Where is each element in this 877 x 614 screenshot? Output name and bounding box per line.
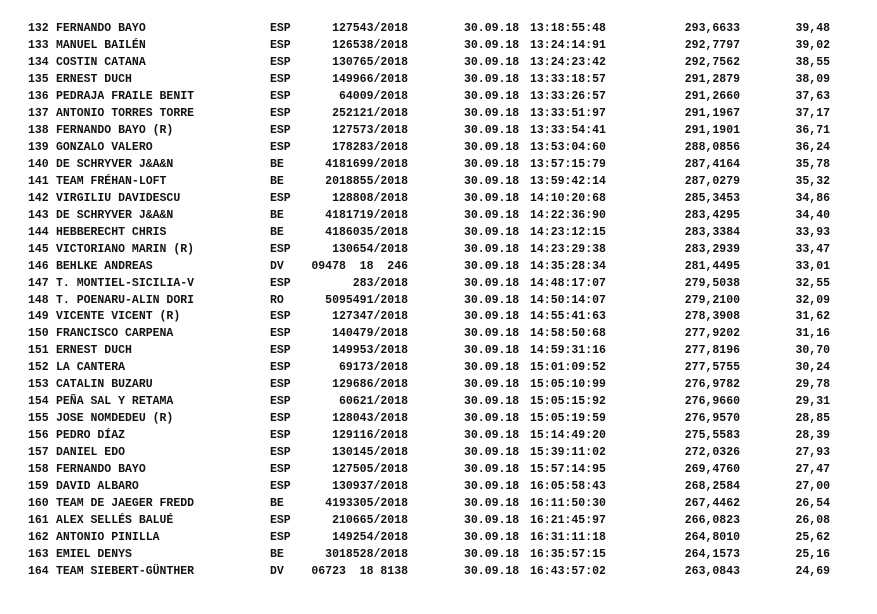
arrival-time-cell: 13:33:18:57 [530,72,606,86]
fancier-name-cell: HEBBERECHT CHRIS [56,225,167,239]
points-cell: 37,63 [795,89,830,103]
position-cell: 152 [28,361,49,375]
arrival-time-cell: 14:22:36:90 [530,208,606,222]
points-cell: 36,71 [795,123,830,137]
ring-number-cell: 129116/2018 [332,429,408,443]
date-cell: 30.09.18 [464,140,520,154]
arrival-time-cell: 13:59:42:14 [530,174,606,188]
result-row [0,479,877,496]
country-cell: ESP [270,395,291,409]
fancier-name-cell: BEHLKE ANDREAS [56,259,153,273]
points-cell: 35,32 [795,174,830,188]
ring-number-cell: 130937/2018 [332,480,408,494]
result-row [0,106,877,123]
country-cell: ESP [270,463,291,477]
date-cell: 30.09.18 [464,106,520,120]
date-cell: 30.09.18 [464,361,520,375]
ring-number-cell: 130654/2018 [332,242,408,256]
arrival-time-cell: 14:55:41:63 [530,310,606,324]
arrival-time-cell: 15:05:10:99 [530,378,606,392]
points-cell: 26,08 [795,514,830,528]
date-cell: 30.09.18 [464,225,520,239]
ring-number-cell: 129686/2018 [332,378,408,392]
fancier-name-cell: ANTONIO TORRES TORRE [56,106,195,120]
arrival-time-cell: 14:59:31:16 [530,344,606,358]
ring-number-cell: 127573/2018 [332,123,408,137]
date-cell: 30.09.18 [464,514,520,528]
points-cell: 35,78 [795,157,830,171]
country-cell: DV [270,565,284,578]
points-cell: 29,78 [795,378,830,392]
country-cell: ESP [270,378,291,392]
arrival-time-cell: 13:53:04:60 [530,140,606,154]
country-cell: ESP [270,123,291,137]
country-cell: ESP [270,531,291,545]
ring-number-cell: 130145/2018 [332,446,408,460]
position-cell: 158 [28,463,49,477]
fancier-name-cell: VIRGILIU DAVIDESCU [56,191,181,205]
fancier-name-cell: DE SCHRYVER J&A&N [56,208,174,222]
position-cell: 142 [28,191,49,205]
position-cell: 157 [28,446,49,460]
speed-cell: 283,4295 [684,208,740,222]
fancier-name-cell: CATALIN BUZARU [56,378,153,392]
date-cell: 30.09.18 [464,463,520,477]
points-cell: 28,39 [795,429,830,443]
country-cell: ESP [270,514,291,528]
ring-number-cell: 149953/2018 [332,344,408,358]
position-cell: 151 [28,344,49,358]
arrival-time-cell: 14:23:12:15 [530,225,606,239]
date-cell: 30.09.18 [464,548,520,562]
country-cell: ESP [270,22,291,35]
points-cell: 34,86 [795,191,830,205]
arrival-time-cell: 14:48:17:07 [530,276,606,290]
points-cell: 24,69 [795,565,830,578]
speed-cell: 277,5755 [684,361,740,375]
country-cell: BE [270,174,284,188]
date-cell: 30.09.18 [464,242,520,256]
country-cell: ESP [270,276,291,290]
result-row [0,89,877,106]
result-row [0,360,877,377]
result-row [0,564,877,581]
date-cell: 30.09.18 [464,55,520,69]
date-cell: 30.09.18 [464,531,520,545]
position-cell: 160 [28,497,49,511]
position-cell: 161 [28,514,49,528]
ring-number-cell: 128043/2018 [332,412,408,426]
position-cell: 138 [28,123,49,137]
speed-cell: 264,1573 [684,548,740,562]
fancier-name-cell: ERNEST DUCH [56,344,132,358]
position-cell: 147 [28,276,49,290]
ring-number-cell: 127543/2018 [332,22,408,35]
result-row [0,309,877,326]
fancier-name-cell: DANIEL EDO [56,446,126,460]
result-row [0,394,877,411]
fancier-name-cell: PEÑA SAL Y RETAMA [56,395,174,409]
ring-number-cell: 4186035/2018 [325,225,408,239]
ring-number-cell: 127505/2018 [332,463,408,477]
date-cell: 30.09.18 [464,412,520,426]
result-row [0,445,877,462]
fancier-name-cell: ALEX SELLÉS BALUÉ [56,514,174,528]
result-row [0,157,877,174]
arrival-time-cell: 14:50:14:07 [530,293,606,307]
date-cell: 30.09.18 [464,191,520,205]
country-cell: ESP [270,327,291,341]
result-row [0,242,877,259]
result-row [0,326,877,343]
points-cell: 37,17 [795,106,830,120]
country-cell: ESP [270,72,291,86]
speed-cell: 264,8010 [684,531,740,545]
fancier-name-cell: ANTONIO PINILLA [56,531,160,545]
date-cell: 30.09.18 [464,174,520,188]
arrival-time-cell: 13:24:23:42 [530,55,606,69]
position-cell: 159 [28,480,49,494]
date-cell: 30.09.18 [464,293,520,307]
fancier-name-cell: LA CANTERA [56,361,126,375]
country-cell: BE [270,157,284,171]
arrival-time-cell: 16:35:57:15 [530,548,606,562]
position-cell: 163 [28,548,49,562]
country-cell: ESP [270,344,291,358]
arrival-time-cell: 13:18:55:48 [530,22,606,35]
ring-number-cell: 178283/2018 [332,140,408,154]
country-cell: ESP [270,429,291,443]
ring-number-cell: 252121/2018 [332,106,408,120]
speed-cell: 292,7797 [684,38,740,52]
position-cell: 132 [28,22,49,35]
points-cell: 27,93 [795,446,830,460]
speed-cell: 291,1901 [684,123,740,137]
points-cell: 26,54 [795,497,830,511]
fancier-name-cell: TEAM FRÉHAN-LOFT [56,174,167,188]
points-cell: 31,16 [795,327,830,341]
date-cell: 30.09.18 [464,89,520,103]
fancier-name-cell: FERNANDO BAYO [56,463,146,477]
date-cell: 30.09.18 [464,378,520,392]
speed-cell: 281,4495 [684,259,740,273]
speed-cell: 276,9660 [684,395,740,409]
fancier-name-cell: MANUEL BAILÉN [56,38,146,52]
points-cell: 32,09 [795,293,830,307]
position-cell: 164 [28,565,49,578]
points-cell: 39,48 [795,22,830,35]
fancier-name-cell: COSTIN CATANA [56,55,146,69]
ring-number-cell: 210665/2018 [332,514,408,528]
position-cell: 143 [28,208,49,222]
fancier-name-cell: PEDRAJA FRAILE BENIT [56,89,195,103]
fancier-name-cell: EMIEL DENYS [56,548,132,562]
speed-cell: 276,9570 [684,412,740,426]
date-cell: 30.09.18 [464,446,520,460]
speed-cell: 278,3908 [684,310,740,324]
position-cell: 155 [28,412,49,426]
speed-cell: 277,8196 [684,344,740,358]
ring-number-cell: 149254/2018 [332,531,408,545]
speed-cell: 268,2584 [684,480,740,494]
country-cell: ESP [270,191,291,205]
speed-cell: 285,3453 [684,191,740,205]
ring-number-cell: 69173/2018 [338,361,408,375]
points-cell: 30,70 [795,344,830,358]
position-cell: 162 [28,531,49,545]
country-cell: BE [270,548,284,562]
arrival-time-cell: 15:14:49:20 [530,429,606,443]
result-row [0,72,877,89]
date-cell: 30.09.18 [464,327,520,341]
speed-cell: 283,2939 [684,242,740,256]
speed-cell: 288,0856 [684,140,740,154]
date-cell: 30.09.18 [464,123,520,137]
points-cell: 36,24 [795,140,830,154]
arrival-time-cell: 15:01:09:52 [530,361,606,375]
date-cell: 30.09.18 [464,208,520,222]
points-cell: 38,55 [795,55,830,69]
position-cell: 144 [28,225,49,239]
country-cell: BE [270,497,284,511]
points-cell: 27,47 [795,463,830,477]
ring-number-cell: 60621/2018 [338,395,408,409]
arrival-time-cell: 13:33:51:97 [530,106,606,120]
result-row [0,55,877,72]
fancier-name-cell: FERNANDO BAYO [56,22,146,35]
date-cell: 30.09.18 [464,259,520,273]
position-cell: 149 [28,310,49,324]
arrival-time-cell: 15:57:14:95 [530,463,606,477]
date-cell: 30.09.18 [464,429,520,443]
fancier-name-cell: FRANCISCO CARPENA [56,327,174,341]
ring-number-cell: 2018855/2018 [325,174,408,188]
date-cell: 30.09.18 [464,395,520,409]
result-row [0,411,877,428]
points-cell: 29,31 [795,395,830,409]
position-cell: 141 [28,174,49,188]
arrival-time-cell: 16:11:50:30 [530,497,606,511]
arrival-time-cell: 13:33:54:41 [530,123,606,137]
position-cell: 139 [28,140,49,154]
fancier-name-cell: VICTORIANO MARIN (R) [56,242,195,256]
result-row [0,530,877,547]
ring-number-cell: 09478 18 246 [311,259,408,273]
arrival-time-cell: 13:33:26:57 [530,89,606,103]
position-cell: 135 [28,72,49,86]
ring-number-cell: 128808/2018 [332,191,408,205]
result-row [0,123,877,140]
results-list [0,21,877,581]
result-row [0,428,877,445]
points-cell: 25,16 [795,548,830,562]
ring-number-cell: 283/2018 [352,276,408,290]
points-cell: 38,09 [795,72,830,86]
position-cell: 154 [28,395,49,409]
points-cell: 33,47 [795,242,830,256]
arrival-time-cell: 13:24:14:91 [530,38,606,52]
ring-number-cell: 3018528/2018 [325,548,408,562]
speed-cell: 276,9782 [684,378,740,392]
result-row [0,174,877,191]
date-cell: 30.09.18 [464,276,520,290]
date-cell: 30.09.18 [464,157,520,171]
arrival-time-cell: 15:05:19:59 [530,412,606,426]
country-cell: ESP [270,480,291,494]
arrival-time-cell: 13:57:15:79 [530,157,606,171]
speed-cell: 291,2879 [684,72,740,86]
result-row [0,276,877,293]
points-cell: 25,62 [795,531,830,545]
arrival-time-cell: 16:21:45:97 [530,514,606,528]
country-cell: ESP [270,310,291,324]
country-cell: ESP [270,140,291,154]
arrival-time-cell: 14:10:20:68 [530,191,606,205]
speed-cell: 279,2100 [684,293,740,307]
fancier-name-cell: T. POENARU-ALIN DORI [56,293,195,307]
speed-cell: 269,4760 [684,463,740,477]
position-cell: 145 [28,242,49,256]
ring-number-cell: 64009/2018 [338,89,408,103]
points-cell: 33,01 [795,259,830,273]
date-cell: 30.09.18 [464,565,520,578]
result-row [0,343,877,360]
ring-number-cell: 06723 18 8138 [311,565,408,578]
position-cell: 136 [28,89,49,103]
points-cell: 28,85 [795,412,830,426]
speed-cell: 277,9202 [684,327,740,341]
points-cell: 34,40 [795,208,830,222]
fancier-name-cell: PEDRO DÍAZ [56,429,126,443]
arrival-time-cell: 15:39:11:02 [530,446,606,460]
arrival-time-cell: 16:43:57:02 [530,565,606,578]
result-row [0,377,877,394]
ring-number-cell: 4193305/2018 [325,497,408,511]
country-cell: DV [270,259,284,273]
fancier-name-cell: JOSE NOMDEDEU (R) [56,412,174,426]
position-cell: 150 [28,327,49,341]
country-cell: ESP [270,412,291,426]
date-cell: 30.09.18 [464,310,520,324]
fancier-name-cell: T. MONTIEL-SICILIA-V [56,276,195,290]
date-cell: 30.09.18 [464,497,520,511]
country-cell: ESP [270,38,291,52]
points-cell: 39,02 [795,38,830,52]
result-row [0,21,877,38]
country-cell: ESP [270,361,291,375]
points-cell: 32,55 [795,276,830,290]
result-row [0,496,877,513]
ring-number-cell: 149966/2018 [332,72,408,86]
date-cell: 30.09.18 [464,22,520,35]
position-cell: 153 [28,378,49,392]
speed-cell: 266,0823 [684,514,740,528]
country-cell: ESP [270,89,291,103]
speed-cell: 272,0326 [684,446,740,460]
country-cell: BE [270,208,284,222]
ring-number-cell: 140479/2018 [332,327,408,341]
position-cell: 148 [28,293,49,307]
speed-cell: 275,5583 [684,429,740,443]
ring-number-cell: 4181719/2018 [325,208,408,222]
country-cell: BE [270,225,284,239]
fancier-name-cell: DAVID ALBARO [56,480,139,494]
ring-number-cell: 4181699/2018 [325,157,408,171]
date-cell: 30.09.18 [464,344,520,358]
date-cell: 30.09.18 [464,480,520,494]
points-cell: 30,24 [795,361,830,375]
result-row [0,259,877,276]
position-cell: 137 [28,106,49,120]
position-cell: 140 [28,157,49,171]
result-row [0,547,877,564]
speed-cell: 283,3384 [684,225,740,239]
points-cell: 33,93 [795,225,830,239]
arrival-time-cell: 14:23:29:38 [530,242,606,256]
result-row [0,462,877,479]
arrival-time-cell: 14:35:28:34 [530,259,606,273]
result-row [0,191,877,208]
speed-cell: 287,0279 [684,174,740,188]
speed-cell: 293,6633 [684,22,740,35]
result-row [0,293,877,310]
result-row [0,140,877,157]
arrival-time-cell: 16:31:11:18 [530,531,606,545]
result-row [0,225,877,242]
country-cell: ESP [270,242,291,256]
arrival-time-cell: 15:05:15:92 [530,395,606,409]
country-cell: ESP [270,106,291,120]
speed-cell: 267,4462 [684,497,740,511]
ring-number-cell: 127347/2018 [332,310,408,324]
arrival-time-cell: 14:58:50:68 [530,327,606,341]
result-row [0,208,877,225]
position-cell: 134 [28,55,49,69]
position-cell: 156 [28,429,49,443]
fancier-name-cell: TEAM DE JAEGER FREDD [56,497,195,511]
result-row [0,513,877,530]
speed-cell: 292,7562 [684,55,740,69]
speed-cell: 287,4164 [684,157,740,171]
country-cell: ESP [270,446,291,460]
fancier-name-cell: FERNANDO BAYO (R) [56,123,174,137]
date-cell: 30.09.18 [464,72,520,86]
points-cell: 31,62 [795,310,830,324]
result-row [0,38,877,55]
country-cell: ESP [270,55,291,69]
speed-cell: 263,0843 [684,565,740,578]
ring-number-cell: 130765/2018 [332,55,408,69]
fancier-name-cell: DE SCHRYVER J&A&N [56,157,174,171]
country-cell: RO [270,293,284,307]
position-cell: 146 [28,259,49,273]
speed-cell: 279,5038 [684,276,740,290]
fancier-name-cell: ERNEST DUCH [56,72,132,86]
position-cell: 133 [28,38,49,52]
date-cell: 30.09.18 [464,38,520,52]
arrival-time-cell: 16:05:58:43 [530,480,606,494]
ring-number-cell: 5095491/2018 [325,293,408,307]
fancier-name-cell: VICENTE VICENT (R) [56,310,181,324]
fancier-name-cell: TEAM SIEBERT-GÜNTHER [56,565,195,578]
speed-cell: 291,2660 [684,89,740,103]
fancier-name-cell: GONZALO VALERO [56,140,153,154]
ring-number-cell: 126538/2018 [332,38,408,52]
speed-cell: 291,1967 [684,106,740,120]
points-cell: 27,00 [795,480,830,494]
